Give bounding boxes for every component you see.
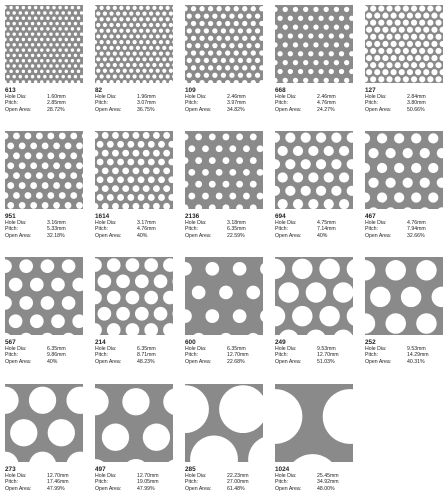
open-area-value: 51.03%	[317, 358, 335, 365]
open-area-label: Open Area:	[365, 106, 392, 113]
open-area-label: Open Area:	[95, 106, 122, 113]
pattern-specs	[275, 87, 355, 113]
open-area-value: 48.23%	[137, 358, 155, 365]
pitch-value: 34.92mm	[317, 479, 339, 486]
open-area-label: Open Area:	[95, 485, 122, 492]
pitch-value: 3.80mm	[407, 100, 426, 107]
pitch-value: 19.05mm	[137, 479, 159, 486]
pitch-label: Pitch:	[5, 100, 18, 107]
open-area-label: Open Area:	[185, 106, 212, 113]
pitch-value: 5.33mm	[47, 226, 66, 233]
open-area-label: Open Area:	[365, 232, 392, 239]
pitch-value: 27.00mm	[227, 479, 249, 486]
hole-dia-value: 12.70mm	[137, 473, 159, 479]
perforation-swatch	[365, 131, 443, 209]
hole-dia-label: Hole Dia:	[95, 220, 117, 226]
pitch-value: 7.14mm	[317, 226, 336, 233]
open-area-row	[275, 107, 355, 113]
perforation-swatch	[95, 5, 173, 83]
open-area-row	[5, 486, 85, 492]
hole-dia-label: Hole Dia:	[275, 94, 297, 100]
open-area-row	[185, 233, 265, 239]
pitch-value: 4.76mm	[137, 226, 156, 233]
pattern-specs	[95, 213, 175, 239]
pattern-specs	[95, 466, 175, 492]
open-area-value: 40%	[317, 232, 328, 239]
open-area-row	[275, 233, 355, 239]
pitch-label: Pitch:	[185, 226, 198, 233]
pattern-specs	[95, 339, 175, 365]
open-area-row	[95, 107, 175, 113]
open-area-row	[95, 359, 175, 365]
pattern-code: 1024	[275, 466, 290, 473]
pattern-code: 694	[275, 213, 286, 220]
open-area-label: Open Area:	[185, 485, 212, 492]
perforation-swatch	[185, 5, 263, 83]
pattern-code: 285	[185, 466, 196, 473]
hole-dia-label: Hole Dia:	[185, 220, 207, 226]
pattern-specs	[5, 339, 85, 365]
open-area-label: Open Area:	[185, 358, 212, 365]
pattern-code: 497	[95, 466, 106, 473]
pitch-label: Pitch:	[95, 352, 108, 359]
perforation-swatch	[185, 257, 263, 335]
hole-dia-value: 6.35mm	[47, 346, 66, 352]
open-area-value: 40.31%	[407, 358, 425, 365]
hole-dia-label: Hole Dia:	[185, 346, 207, 352]
pitch-value: 2.85mm	[47, 100, 66, 107]
hole-dia-label: Hole Dia:	[185, 473, 207, 479]
pattern-specs	[185, 466, 265, 492]
hole-dia-value: 1.96mm	[137, 94, 156, 100]
pattern-code: 273	[5, 466, 16, 473]
pitch-label: Pitch:	[365, 100, 378, 107]
pitch-value: 3.97mm	[227, 100, 246, 107]
hole-dia-value: 2.46mm	[317, 94, 336, 100]
pattern-specs	[5, 466, 85, 492]
perforation-swatch	[5, 257, 83, 335]
open-area-value: 22.59%	[227, 232, 245, 239]
hole-dia-label: Hole Dia:	[365, 220, 387, 226]
pattern-code: 249	[275, 339, 286, 346]
open-area-row	[365, 359, 445, 365]
hole-dia-value: 25.45mm	[317, 473, 339, 479]
pattern-specs	[275, 213, 355, 239]
hole-dia-label: Hole Dia:	[185, 94, 207, 100]
pitch-value: 14.29mm	[407, 352, 429, 359]
pattern-code: 109	[185, 87, 196, 94]
hole-dia-label: Hole Dia:	[5, 473, 27, 479]
hole-dia-value: 2.46mm	[227, 94, 246, 100]
pattern-code: 127	[365, 87, 376, 94]
pattern-code: 214	[95, 339, 106, 346]
pitch-value: 6.35mm	[227, 226, 246, 233]
open-area-value: 61.48%	[227, 485, 245, 492]
pattern-specs	[275, 339, 355, 365]
open-area-value: 50.66%	[407, 106, 425, 113]
hole-dia-value: 3.18mm	[227, 220, 246, 226]
pitch-value: 12.70mm	[227, 352, 249, 359]
hole-dia-value: 1.60mm	[47, 94, 66, 100]
open-area-value: 40%	[47, 358, 58, 365]
open-area-label: Open Area:	[185, 232, 212, 239]
hole-dia-label: Hole Dia:	[275, 220, 297, 226]
perforation-swatch	[365, 257, 443, 335]
pattern-specs	[365, 213, 445, 239]
perforation-swatch	[185, 384, 263, 462]
pitch-value: 3.07mm	[137, 100, 156, 107]
perforation-swatch	[275, 5, 353, 83]
open-area-row	[365, 107, 445, 113]
pitch-label: Pitch:	[275, 479, 288, 486]
open-area-label: Open Area:	[5, 232, 32, 239]
pitch-label: Pitch:	[365, 226, 378, 233]
pattern-specs	[185, 87, 265, 113]
pattern-code: 668	[275, 87, 286, 94]
open-area-value: 47.99%	[47, 485, 65, 492]
pattern-specs	[365, 339, 445, 365]
pattern-specs	[275, 466, 355, 492]
open-area-value: 22.68%	[227, 358, 245, 365]
hole-dia-value: 6.35mm	[227, 346, 246, 352]
open-area-label: Open Area:	[5, 358, 32, 365]
pitch-label: Pitch:	[365, 352, 378, 359]
pattern-code: 600	[185, 339, 196, 346]
perforation-swatch	[185, 131, 263, 209]
pattern-code: 467	[365, 213, 376, 220]
pattern-specs	[5, 87, 85, 113]
perforation-swatch	[5, 384, 83, 462]
open-area-label: Open Area:	[95, 358, 122, 365]
open-area-row	[185, 486, 265, 492]
pitch-label: Pitch:	[185, 352, 198, 359]
hole-dia-value: 3.17mm	[137, 220, 156, 226]
hole-dia-value: 12.70mm	[47, 473, 69, 479]
pitch-label: Pitch:	[5, 352, 18, 359]
pitch-value: 8.71mm	[137, 352, 156, 359]
pitch-label: Pitch:	[275, 100, 288, 107]
pattern-specs	[5, 213, 85, 239]
pitch-value: 4.76mm	[317, 100, 336, 107]
perforation-swatch	[365, 5, 443, 83]
pattern-specs	[185, 213, 265, 239]
perforation-swatch	[5, 5, 83, 83]
pattern-code: 613	[5, 87, 16, 94]
hole-dia-value: 22.23mm	[227, 473, 249, 479]
hole-dia-label: Hole Dia:	[95, 94, 117, 100]
hole-dia-label: Hole Dia:	[95, 346, 117, 352]
hole-dia-value: 3.16mm	[47, 220, 66, 226]
open-area-row	[5, 359, 85, 365]
hole-dia-label: Hole Dia:	[95, 473, 117, 479]
hole-dia-label: Hole Dia:	[275, 473, 297, 479]
open-area-label: Open Area:	[5, 485, 32, 492]
pattern-specs	[185, 339, 265, 365]
hole-dia-label: Hole Dia:	[5, 346, 27, 352]
open-area-label: Open Area:	[275, 358, 302, 365]
pitch-value: 17.46mm	[47, 479, 69, 486]
open-area-value: 28.72%	[47, 106, 65, 113]
pattern-code: 567	[5, 339, 16, 346]
open-area-value: 36.75%	[137, 106, 155, 113]
pitch-label: Pitch:	[275, 226, 288, 233]
hole-dia-label: Hole Dia:	[365, 94, 387, 100]
hole-dia-value: 2.84mm	[407, 94, 426, 100]
hole-dia-label: Hole Dia:	[5, 220, 27, 226]
pitch-label: Pitch:	[95, 100, 108, 107]
open-area-value: 32.66%	[407, 232, 425, 239]
perforation-swatch	[95, 131, 173, 209]
open-area-value: 32.18%	[47, 232, 65, 239]
open-area-value: 34.82%	[227, 106, 245, 113]
perforation-swatch	[95, 384, 173, 462]
pitch-label: Pitch:	[95, 479, 108, 486]
open-area-label: Open Area:	[365, 358, 392, 365]
open-area-row	[275, 486, 355, 492]
open-area-label: Open Area:	[95, 232, 122, 239]
hole-dia-value: 6.35mm	[137, 346, 156, 352]
pattern-code: 951	[5, 213, 16, 220]
open-area-value: 47.99%	[137, 485, 155, 492]
hole-dia-value: 9.53mm	[317, 346, 336, 352]
hole-dia-value: 9.53mm	[407, 346, 426, 352]
open-area-label: Open Area:	[275, 485, 302, 492]
pitch-label: Pitch:	[5, 226, 18, 233]
pattern-code: 252	[365, 339, 376, 346]
open-area-value: 48.00%	[317, 485, 335, 492]
perforation-swatch	[5, 131, 83, 209]
open-area-row	[5, 107, 85, 113]
pattern-code: 2136	[185, 213, 200, 220]
open-area-row	[95, 233, 175, 239]
open-area-row	[95, 486, 175, 492]
open-area-row	[275, 359, 355, 365]
perforation-swatch	[95, 257, 173, 335]
pitch-label: Pitch:	[5, 479, 18, 486]
open-area-row	[5, 233, 85, 239]
hole-dia-value: 4.76mm	[407, 220, 426, 226]
pitch-label: Pitch:	[275, 352, 288, 359]
perforation-swatch	[275, 257, 353, 335]
hole-dia-value: 4.75mm	[317, 220, 336, 226]
pattern-code: 1614	[95, 213, 110, 220]
hole-dia-label: Hole Dia:	[365, 346, 387, 352]
pitch-label: Pitch:	[185, 479, 198, 486]
open-area-value: 40%	[137, 232, 148, 239]
open-area-row	[185, 359, 265, 365]
pitch-label: Pitch:	[95, 226, 108, 233]
pitch-label: Pitch:	[185, 100, 198, 107]
perforation-swatch	[275, 131, 353, 209]
pitch-value: 7.94mm	[407, 226, 426, 233]
open-area-row	[365, 233, 445, 239]
pattern-code: 82	[95, 87, 103, 94]
open-area-label: Open Area:	[275, 232, 302, 239]
pattern-specs	[95, 87, 175, 113]
open-area-label: Open Area:	[275, 106, 302, 113]
open-area-label: Open Area:	[5, 106, 32, 113]
pitch-value: 9.86mm	[47, 352, 66, 359]
hole-dia-label: Hole Dia:	[5, 94, 27, 100]
open-area-value: 24.27%	[317, 106, 335, 113]
open-area-row	[185, 107, 265, 113]
pattern-specs	[365, 87, 445, 113]
perforation-swatch	[275, 384, 353, 462]
hole-dia-label: Hole Dia:	[275, 346, 297, 352]
pitch-value: 12.70mm	[317, 352, 339, 359]
